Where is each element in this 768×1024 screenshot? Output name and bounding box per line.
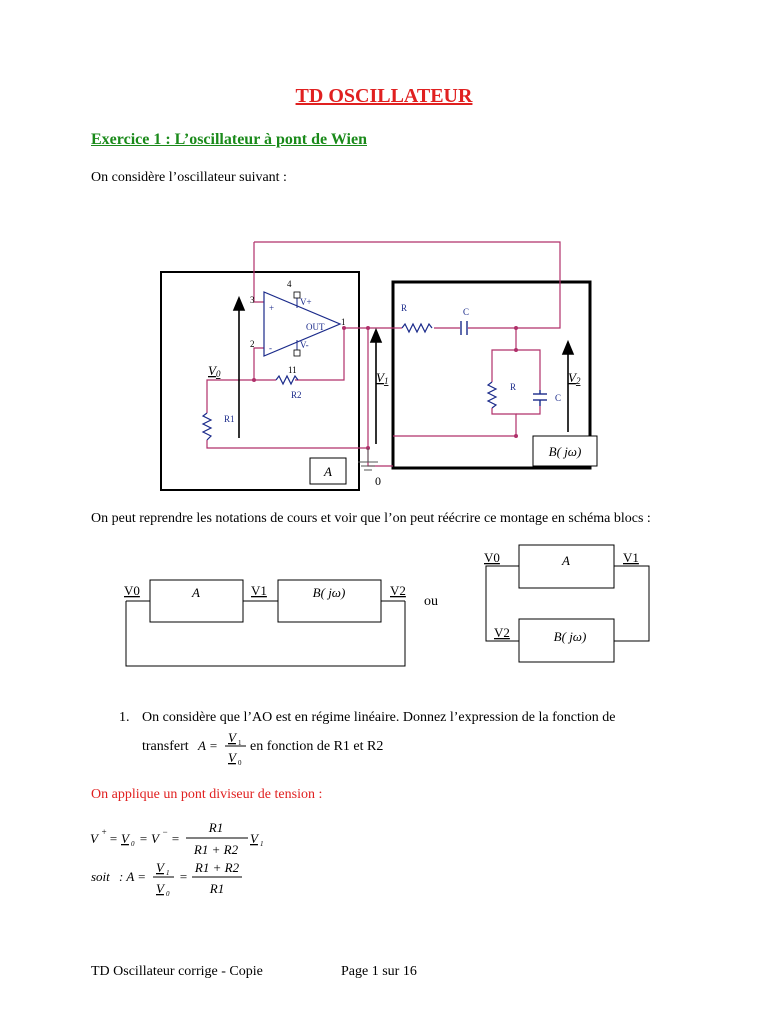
voltage-arrows: [234, 298, 573, 444]
c-parallel-label: C: [555, 393, 562, 403]
ou-text: ou: [424, 594, 438, 609]
minus-input-label: -: [269, 343, 272, 353]
resistor-r-parallel-symbol: [488, 382, 496, 408]
exercise-title: Exercice 1 : L’oscillateur à pont de Wien: [91, 131, 367, 148]
pin-2-label: 2: [250, 339, 255, 349]
question-1-tail: en fonction de R1 et R2: [250, 739, 384, 754]
r2-label: R2: [291, 390, 302, 400]
question-1-text: On considère que l’AO est en régime linéaire. Donnez l’expression de la fonction de: [142, 710, 616, 725]
bd1-v0-label: V0: [124, 583, 140, 598]
answer-intro: On applique un pont diviseur de tension :: [91, 787, 323, 802]
svg-text:0: 0: [238, 759, 242, 767]
equation-result: [88, 857, 288, 901]
svg-text:0: 0: [166, 890, 170, 898]
svg-text:V: V: [156, 881, 164, 896]
pin-11-label: 11: [288, 365, 297, 375]
resistor-r-series-symbol: [402, 324, 432, 332]
capacitor-c-series-symbol: [461, 321, 467, 335]
svg-text:: A =: : A =: [119, 869, 147, 884]
v2-label: V2: [568, 370, 581, 386]
svg-text:=: =: [171, 831, 180, 846]
bd1-b-label: B( jω): [312, 585, 346, 600]
svg-text:V: V: [228, 750, 236, 765]
eq2-numerator: R1 + R2: [194, 860, 240, 875]
svg-text:+: +: [101, 827, 108, 837]
svg-text:0: 0: [131, 840, 135, 848]
capacitor-c-parallel-symbol: [533, 390, 547, 406]
bd2-a-label: A: [562, 553, 570, 568]
svg-text:=: =: [179, 869, 188, 884]
pin-1-label: 1: [341, 317, 346, 327]
blocks-text: On peut reprendre les notations de cours et voir que l’on peut réécrire ce montage en schéma blocs :: [91, 511, 651, 526]
bd1-v1-label: V1: [251, 583, 267, 598]
svg-text:A =: A =: [198, 738, 218, 753]
vplus-label: V+: [300, 297, 312, 307]
ground-symbol: [358, 448, 378, 470]
block-b-label: B( jω): [548, 444, 582, 459]
c-series-label: C: [463, 307, 470, 317]
svg-text:−: −: [162, 827, 169, 837]
svg-text:V: V: [228, 730, 236, 745]
bd1-v2-label: V2: [390, 583, 406, 598]
question-1-transfert: transfert: [142, 739, 189, 754]
svg-text:1: 1: [260, 840, 264, 848]
eq1-denominator: R1 + R2: [193, 842, 239, 857]
block-diagram-linear: [118, 578, 418, 670]
intro-text: On considère l’oscillateur suivant :: [91, 170, 287, 185]
v0-label: V0: [208, 363, 221, 379]
resistor-r2-symbol: [276, 376, 298, 384]
svg-text:=: =: [109, 831, 118, 846]
v1-label: V1: [376, 370, 389, 386]
svg-text:V: V: [156, 860, 164, 875]
block-diagram-loop: [480, 543, 655, 675]
wien-circuit-diagram: [150, 230, 610, 500]
block-a-label: A: [324, 464, 332, 479]
svg-text:1: 1: [166, 869, 170, 877]
ground-label: 0: [375, 474, 381, 488]
svg-text:=: =: [139, 831, 148, 846]
footer-page: Page 1 sur 16: [341, 964, 417, 979]
bd2-b-label: B( jω): [553, 629, 587, 644]
footer-left: TD Oscillateur corrige - Copie: [91, 964, 263, 979]
amplifier-block-outline: [161, 272, 359, 490]
bd1-a-label: A: [192, 585, 200, 600]
plus-input-label: +: [269, 303, 275, 313]
question-1-number: 1.: [119, 710, 130, 725]
bd2-v1-label: V1: [623, 550, 639, 565]
svg-text:1: 1: [238, 739, 242, 747]
svg-text:V: V: [250, 831, 258, 846]
document-title: TD OSCILLATEUR: [295, 85, 473, 107]
resistor-r1-symbol: [203, 413, 211, 440]
svg-text:V: V: [90, 831, 98, 846]
svg-text:V: V: [121, 831, 129, 846]
pin-4-label: 4: [287, 279, 292, 289]
r-series-label: R: [401, 303, 408, 313]
equation-divider: [88, 817, 288, 861]
vminus-label: V-: [300, 340, 309, 350]
pin-3-label: 3: [250, 295, 255, 305]
r-parallel-label: R: [510, 382, 517, 392]
r1-label: R1: [224, 414, 235, 424]
svg-text:V: V: [151, 831, 159, 846]
circuit-wires: [207, 242, 560, 466]
eq2-denominator: R1: [209, 881, 225, 896]
bd2-v0-label: V0: [484, 550, 500, 565]
transfer-function-a: [196, 726, 256, 770]
eq2-soit: soit: [91, 869, 110, 884]
bd2-v2-label: V2: [494, 625, 510, 640]
out-label: OUT: [306, 322, 325, 332]
eq1-numerator: R1: [208, 820, 224, 835]
